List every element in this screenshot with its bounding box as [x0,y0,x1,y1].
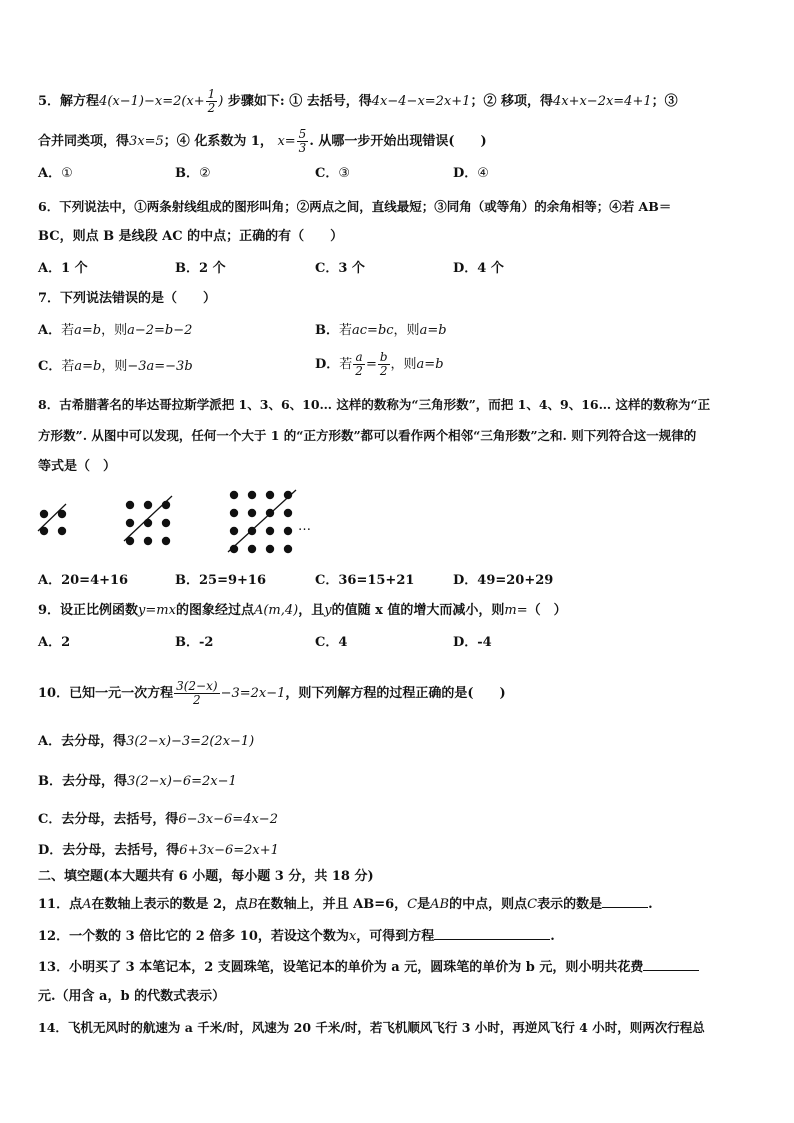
option-label: B． [315,323,339,338]
option-text: 20=4+16 [61,573,129,588]
q12-answer-blank[interactable] [434,927,550,940]
q9-line1 [38,603,758,619]
q5-eq-close: ) [218,94,224,109]
q10-fraction [174,680,219,707]
option-text: 4 [338,635,348,650]
q5-line2 [38,128,758,155]
option-pre: 若 [339,357,353,372]
option-result: a−2=b−2 [127,323,193,338]
q14-line1: 14．飞机无风时的航速为 a 千米/时，风速为 20 千米/时，若飞机顺风飞行 3 小时，再逆风飞行 4 小时，则两次行程总 [38,1020,705,1035]
q5-x-fraction [297,128,309,155]
q6-line2: BC，则点 B 是线段 AC 的中点；正确的有（ ） [38,229,344,244]
option-mid: ，则 [390,357,417,372]
q13-line1 [38,958,758,976]
option-text: -4 [477,635,492,650]
q8-option-c[interactable] [315,573,414,589]
q8-option-a[interactable] [38,573,128,589]
q11-point-b: B [248,897,258,912]
option-result: a=b [419,323,447,338]
option-label: C． [315,635,339,650]
option-text: 去分母，去括号，得 [62,843,180,858]
q5-x-den: 3 [298,141,307,155]
option-result: a=b [416,357,444,372]
option-eq: 6−3x−6=4x−2 [178,812,278,827]
q5-option-a[interactable] [38,166,73,182]
section-heading: 二、填空题(本大题共有 6 小题，每小题 3 分，共 18 分) [38,869,374,884]
q11-d: 是 [417,897,431,912]
q8-line2: 方形数”. 从图中可以发现，任何一个大于 1 的“正方形数”都可以看作两个相邻“三角形数”之和. 则下列符合这一规律的 [38,428,697,443]
q8-line3: 等式是（ ） [38,459,117,474]
option-eq: 6+3x−6=2x+1 [179,843,279,858]
q9-end: （ ） [527,603,567,618]
frac-den: 2 [379,364,388,378]
q10-option-a[interactable] [38,734,254,750]
figure-ellipsis: … [298,519,311,534]
q10-option-d[interactable] [38,843,279,859]
option-eq: = [365,357,377,372]
option-text: 1 个 [61,261,88,276]
q7-option-a[interactable] [38,323,192,339]
option-text: ① [61,166,73,181]
option-text: 36=15+21 [338,573,415,588]
q7-option-c[interactable] [38,359,193,375]
option-text: 4 个 [477,261,504,276]
q6-line1: 6．下列说法中，①两条射线组成的图形叫角；②两点之间，直线最短；③同角（或等角）的余角相等；④若 AB＝ [38,199,672,214]
q9-option-d[interactable] [453,635,492,651]
q6-option-c[interactable] [315,261,365,277]
q5-step2-eq: 4x+x−2x=4+1 [552,94,652,109]
option-cond: a=b [74,323,102,338]
q11-g: . [648,897,653,912]
q7-option-d[interactable] [315,351,444,378]
q9-option-c[interactable] [315,635,347,651]
q7-d-frac-a [353,351,365,378]
option-label: A． [38,573,62,588]
option-text: ④ [477,166,489,181]
q13-text: 13．小明买了 3 本笔记本，2 支圆珠笔，设笔记本的单价为 a 元，圆珠笔的单价为 b 元，则小明共花费 [38,960,644,975]
option-result: −3a=−3b [127,359,193,374]
option-label: B． [175,261,199,276]
q5-step2: ；② 移项，得 [470,94,553,109]
q9-function: y=mx [138,603,176,618]
q5-step3: ；③ [651,94,678,109]
option-label: D． [453,635,478,650]
figure-4x4 [228,490,311,553]
q5-stem: 解方程 [60,94,100,109]
q5-option-b[interactable] [175,166,211,182]
option-label: B． [175,635,199,650]
q5-line1 [38,88,758,115]
q11-point-c: C [407,897,418,912]
q7-option-b[interactable] [315,323,447,339]
q11-c: 在数轴上，并且 AB=6， [257,897,408,912]
q5-step1-eq: 4x−4−x=2x+1 [371,94,471,109]
q5-line2-c: . 从哪一步开始出现错误( ) [309,134,487,149]
q8-line1: 8．古希腊著名的毕达哥拉斯学派把 1、3、6、10… 这样的数称为“三角形数”，而把 1、4、9、16… 这样的数称为“正 [38,397,711,412]
option-text: 去分母，去括号，得 [61,812,179,827]
option-cond: a=b [74,359,102,374]
option-text: 去分母，得 [61,734,127,749]
option-text: 2 [61,635,71,650]
q12-a: 12．一个数的 3 倍比它的 2 倍多 10，若设这个数为 [38,929,349,944]
option-text: ② [199,166,211,181]
q6-option-d[interactable] [453,261,504,277]
q9-m-eq: m= [504,603,528,618]
q9-mid3: 的值随 x 值的增大而减小，则 [331,603,505,618]
q9-mid2: ，且 [298,603,325,618]
q10-frac-num: 3(2−x) [176,679,218,693]
q10-option-b[interactable] [38,774,237,790]
option-label: C． [38,359,62,374]
q11-answer-blank[interactable] [602,895,648,908]
q5-frac-num: 1 [207,87,216,101]
q5-step1: ① 去括号，得 [289,94,372,109]
figure-3x3 [124,496,172,545]
option-label: A． [38,635,62,650]
q13-line2: 元.（用含 a，b 的代数式表示） [38,989,226,1004]
q12-b: ，可得到方程 [356,929,435,944]
option-label: B． [38,774,62,789]
option-label: A． [38,323,62,338]
q11-point-a: A [82,897,92,912]
q6-option-a[interactable] [38,261,88,277]
option-label: C． [315,261,339,276]
square-numbers-figure [36,488,326,560]
q10-pre: 10．已知一元一次方程 [38,686,174,701]
q10-option-c[interactable] [38,812,278,828]
option-label: D． [453,573,478,588]
option-label: C． [315,573,339,588]
q5-frac-den: 2 [207,101,216,115]
option-text: 去分母，得 [62,774,128,789]
option-label: A． [38,261,62,276]
option-text: 49=20+29 [477,573,554,588]
q12-line1 [38,927,758,945]
option-mid: ，则 [101,359,128,374]
option-pre: 若 [61,359,75,374]
q5-number: 5． [38,94,61,109]
q10-end: ，则下列解方程的过程正确的是( ) [285,686,506,701]
option-mid: ，则 [101,323,128,338]
option-label: D． [38,843,63,858]
q12-c: . [550,929,555,944]
q5-line2-eq: 3x=5 [129,134,164,149]
frac-den: 2 [355,364,363,378]
q10-line1 [38,680,758,707]
frac-num: a [353,351,365,365]
q13-answer-blank[interactable] [643,958,699,971]
q8-option-d[interactable] [453,573,553,589]
option-mid: ，则 [393,323,420,338]
q5-option-d[interactable] [453,166,489,182]
q5-x-eq: x= [277,134,296,149]
q11-point-c2: C [527,897,538,912]
option-cond: ac=bc [352,323,394,338]
figure-2x2 [38,504,66,535]
q5-steps-intro: 步骤如下: [227,94,285,109]
q6-option-b[interactable] [175,261,226,277]
q10-equation-rest: −3=2x−1 [220,686,286,701]
option-eq: 3(2−x)−6=2x−1 [127,774,237,789]
q9-y: y [324,603,332,618]
q7-line1: 7．下列说法错误的是（ ） [38,291,217,306]
q5-x-num: 5 [298,127,307,141]
option-label: C． [315,166,339,181]
frac-num: b [379,350,388,364]
option-text: ③ [338,166,351,181]
q5-equation: 4(x−1)−x=2(x+ [99,94,205,109]
option-label: A． [38,734,62,749]
q12-x: x [348,929,357,944]
q11-e: 的中点，则点 [449,897,528,912]
q11-a: 11．点 [38,897,83,912]
q11-line1 [38,895,758,913]
option-text: 2 个 [199,261,226,276]
option-label: D． [453,166,478,181]
q8-option-b[interactable] [175,573,266,589]
option-label: B． [175,166,199,181]
q11-f: 表示的数是 [537,897,603,912]
q11-segment-ab: AB [430,897,450,912]
option-pre: 若 [61,323,75,338]
q10-frac-den: 2 [193,693,201,707]
q9-pre: 9．设正比例函数 [38,603,139,618]
option-eq: 3(2−x)−3=2(2x−1) [126,734,255,749]
q7-d-frac-b [378,351,390,378]
q9-mid1: 的图象经过点 [175,603,254,618]
option-label: D． [315,357,340,372]
q9-option-b[interactable] [175,635,213,651]
q5-option-c[interactable] [315,166,350,182]
q5-fraction [206,88,218,115]
q5-line2-b: ；④ 化系数为 1， [163,134,273,149]
option-label: D． [453,261,478,276]
option-pre: 若 [339,323,353,338]
option-text: -2 [199,635,214,650]
option-label: C． [38,812,62,827]
q11-b: 在数轴上表示的数是 2，点 [91,897,249,912]
option-label: B． [175,573,199,588]
option-label: A． [38,166,62,181]
option-text: 3 个 [338,261,365,276]
q9-option-a[interactable] [38,635,70,651]
option-text: 25=9+16 [199,573,267,588]
q5-line2-a: 合并同类项，得 [38,134,130,149]
q9-point: A(m,4) [253,603,299,618]
